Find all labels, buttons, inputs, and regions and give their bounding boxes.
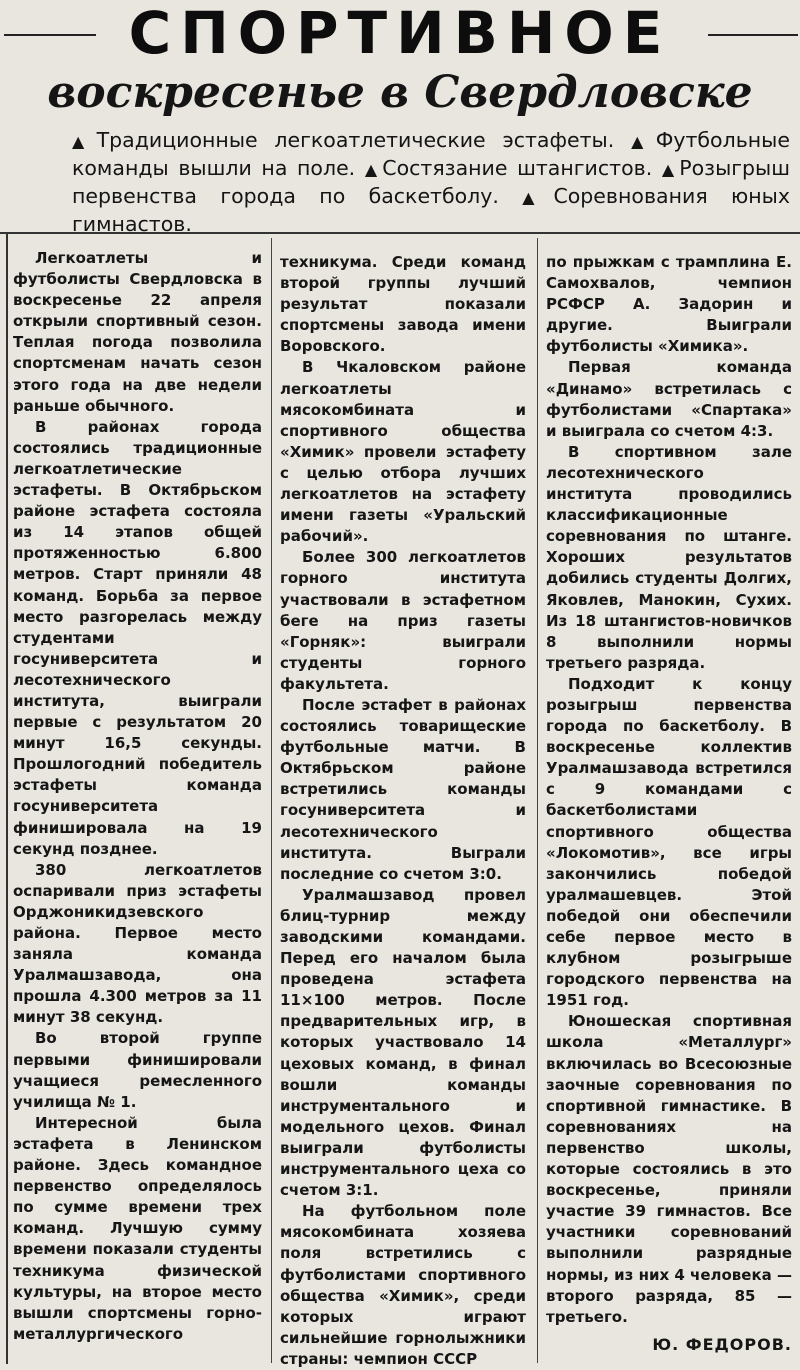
paragraph: Более 300 легкоатлетов горного института участвовали в эстафетном беге на приз газеты «Горняк»: выиграли студенты горного факультета. (280, 548, 526, 693)
lead-item: Футбольные команды вышли на поле. (72, 128, 790, 180)
triangle-bullet-icon: ▲ (522, 188, 552, 207)
left-border-rule (6, 234, 8, 1364)
paragraph: Юношеская спортивная школа «Металлург» включилась во Всесоюзные заочные соревнования по спортивной гимнастике. В соревнованиях на первенство школы, которые состоялись в это воскресенье, приняли участие 39 гимнастов. Все участники соревнований выполнили разрядные нормы, из них 4 человека — второго разряда, 85 — третьего. (546, 1012, 792, 1326)
triangle-bullet-icon: ▲ (661, 160, 678, 179)
article-column-2 (280, 252, 526, 1370)
headline: СПОРТИВНОЕ (128, 0, 672, 67)
paragraph: техникума. Среди команд второй группы лучший результат показали спортсмены завода имени Воровского. (280, 253, 526, 356)
section-divider (0, 232, 800, 234)
article-column-3 (546, 252, 792, 1355)
paragraph: Легкоатлеты и футболисты Свердловска в воскресенье 22 апреля открыли спортивный сезон. Теплая погода позволила спортсменам начать сезон этого года на две недели раньше обычного. (13, 249, 262, 415)
paragraph: Первая команда «Динамо» встретилась с футболистами «Спартака» и выиграла со счетом 4:3. (546, 358, 792, 440)
article-column-1 (13, 248, 262, 1345)
lead-item: Соревнования юных гимнастов. (72, 184, 790, 236)
lead-item: Традиционные легкоатлетические эстафеты. (96, 128, 615, 152)
paragraph: 380 легкоатлетов оспаривали приз эстафеты Орджоникидзевского района. Первое место заняла команда Уралмашзавода, она прошла 4.300 метров за 11 минут 38 секунд. (13, 860, 262, 1027)
paragraph: Во второй группе первыми финишировали учащиеся ремесленного училища № 1. (13, 1029, 262, 1111)
lead-summary (72, 127, 790, 238)
column-rule (537, 238, 538, 1363)
paragraph: В спортивном зале лесотехнического института проводились классификационные соревнования по штанге. Хороших результатов добились студенты Долгих, Яковлев, Манокин, Сухих. Из 18 штангистов-новичков 8 выполнили нормы третьего разряда. (546, 442, 792, 672)
column-rule (271, 238, 272, 1363)
triangle-bullet-icon: ▲ (72, 132, 95, 151)
lead-item: Состязание штангистов. (382, 156, 653, 180)
author-signature: Ю. ФЕДОРОВ. (652, 1334, 792, 1354)
paragraph: Уралмашзавод провел блиц-турнир между заводскими командами. Перед его началом была проведена эстафета 11×100 метров. После предварительных игр, в которых участвовало 14 цеховых команд, в финал вошли команды инструментального и модельного цехов. Финал выиграли футболисты инструментального цеха со счетом 3:1. (280, 885, 526, 1200)
paragraph: На футбольном поле мясокомбината хозяева поля встретились с футболистами спортивного общества «Химик», среди которых играют сильнейшие горнолыжники страны: чемпион СССР (280, 1202, 526, 1368)
triangle-bullet-icon: ▲ (364, 160, 381, 179)
paragraph: Подходит к концу розыгрыш первенства города по баскетболу. В воскресенье коллектив Уралмашзавода встретился с 9 командами с баскетболистами спортивного общества «Локомотив», все игры закончились победой уралмашевцев. Этой победой они обеспечили себе первое место в клубном розыгрыше городского первенства на 1951 год. (546, 674, 792, 1010)
subheadline: воскресенье в Свердловске (47, 67, 753, 118)
lead-item: Розыгрыш первенства города по баскетболу. (72, 156, 790, 208)
paragraph: В Чкаловском районе легкоатлеты мясокомбината и спортивного общества «Химик» провели эстафету с целью отбора лучших легкоатлетов на эстафету имени газеты «Уральский рабочий». (280, 358, 526, 546)
paragraph: по прыжкам с трамплина Е. Самохвалов, чемпион РСФСР А. Задорин и другие. Выиграли футболисты «Химика». (546, 253, 792, 356)
triangle-bullet-icon: ▲ (631, 132, 654, 151)
paragraph: В районах города состоялись традиционные легкоатлетические эстафеты. В Октябрьском районе эстафета состояла из 14 этапов общей протяженностью 6.800 метров. Старт приняли 48 команд. Борьба за первое место разгорелась между студентами госуниверситета и лесотехнического института, выиграли первые с результатом 20 минут 16,5 секунды. Прошлогодний победитель эстафеты команда госуниверситета финишировала на 19 секунд позднее. (13, 417, 262, 858)
paragraph: После эстафет в районах состоялись товарищеские футбольные матчи. В Октябрьском районе встретились команды госуниверситета и лесотехнического института. Выграли последние со счетом 3:0. (280, 695, 526, 883)
paragraph: Интересной была эстафета в Ленинском районе. Здесь командное первенство определялось по сумме времени трех команд. Лучшую сумму времени показали студенты техникума физической культуры, на второе место вышли спортсмены горно-металлургического (13, 1113, 262, 1343)
